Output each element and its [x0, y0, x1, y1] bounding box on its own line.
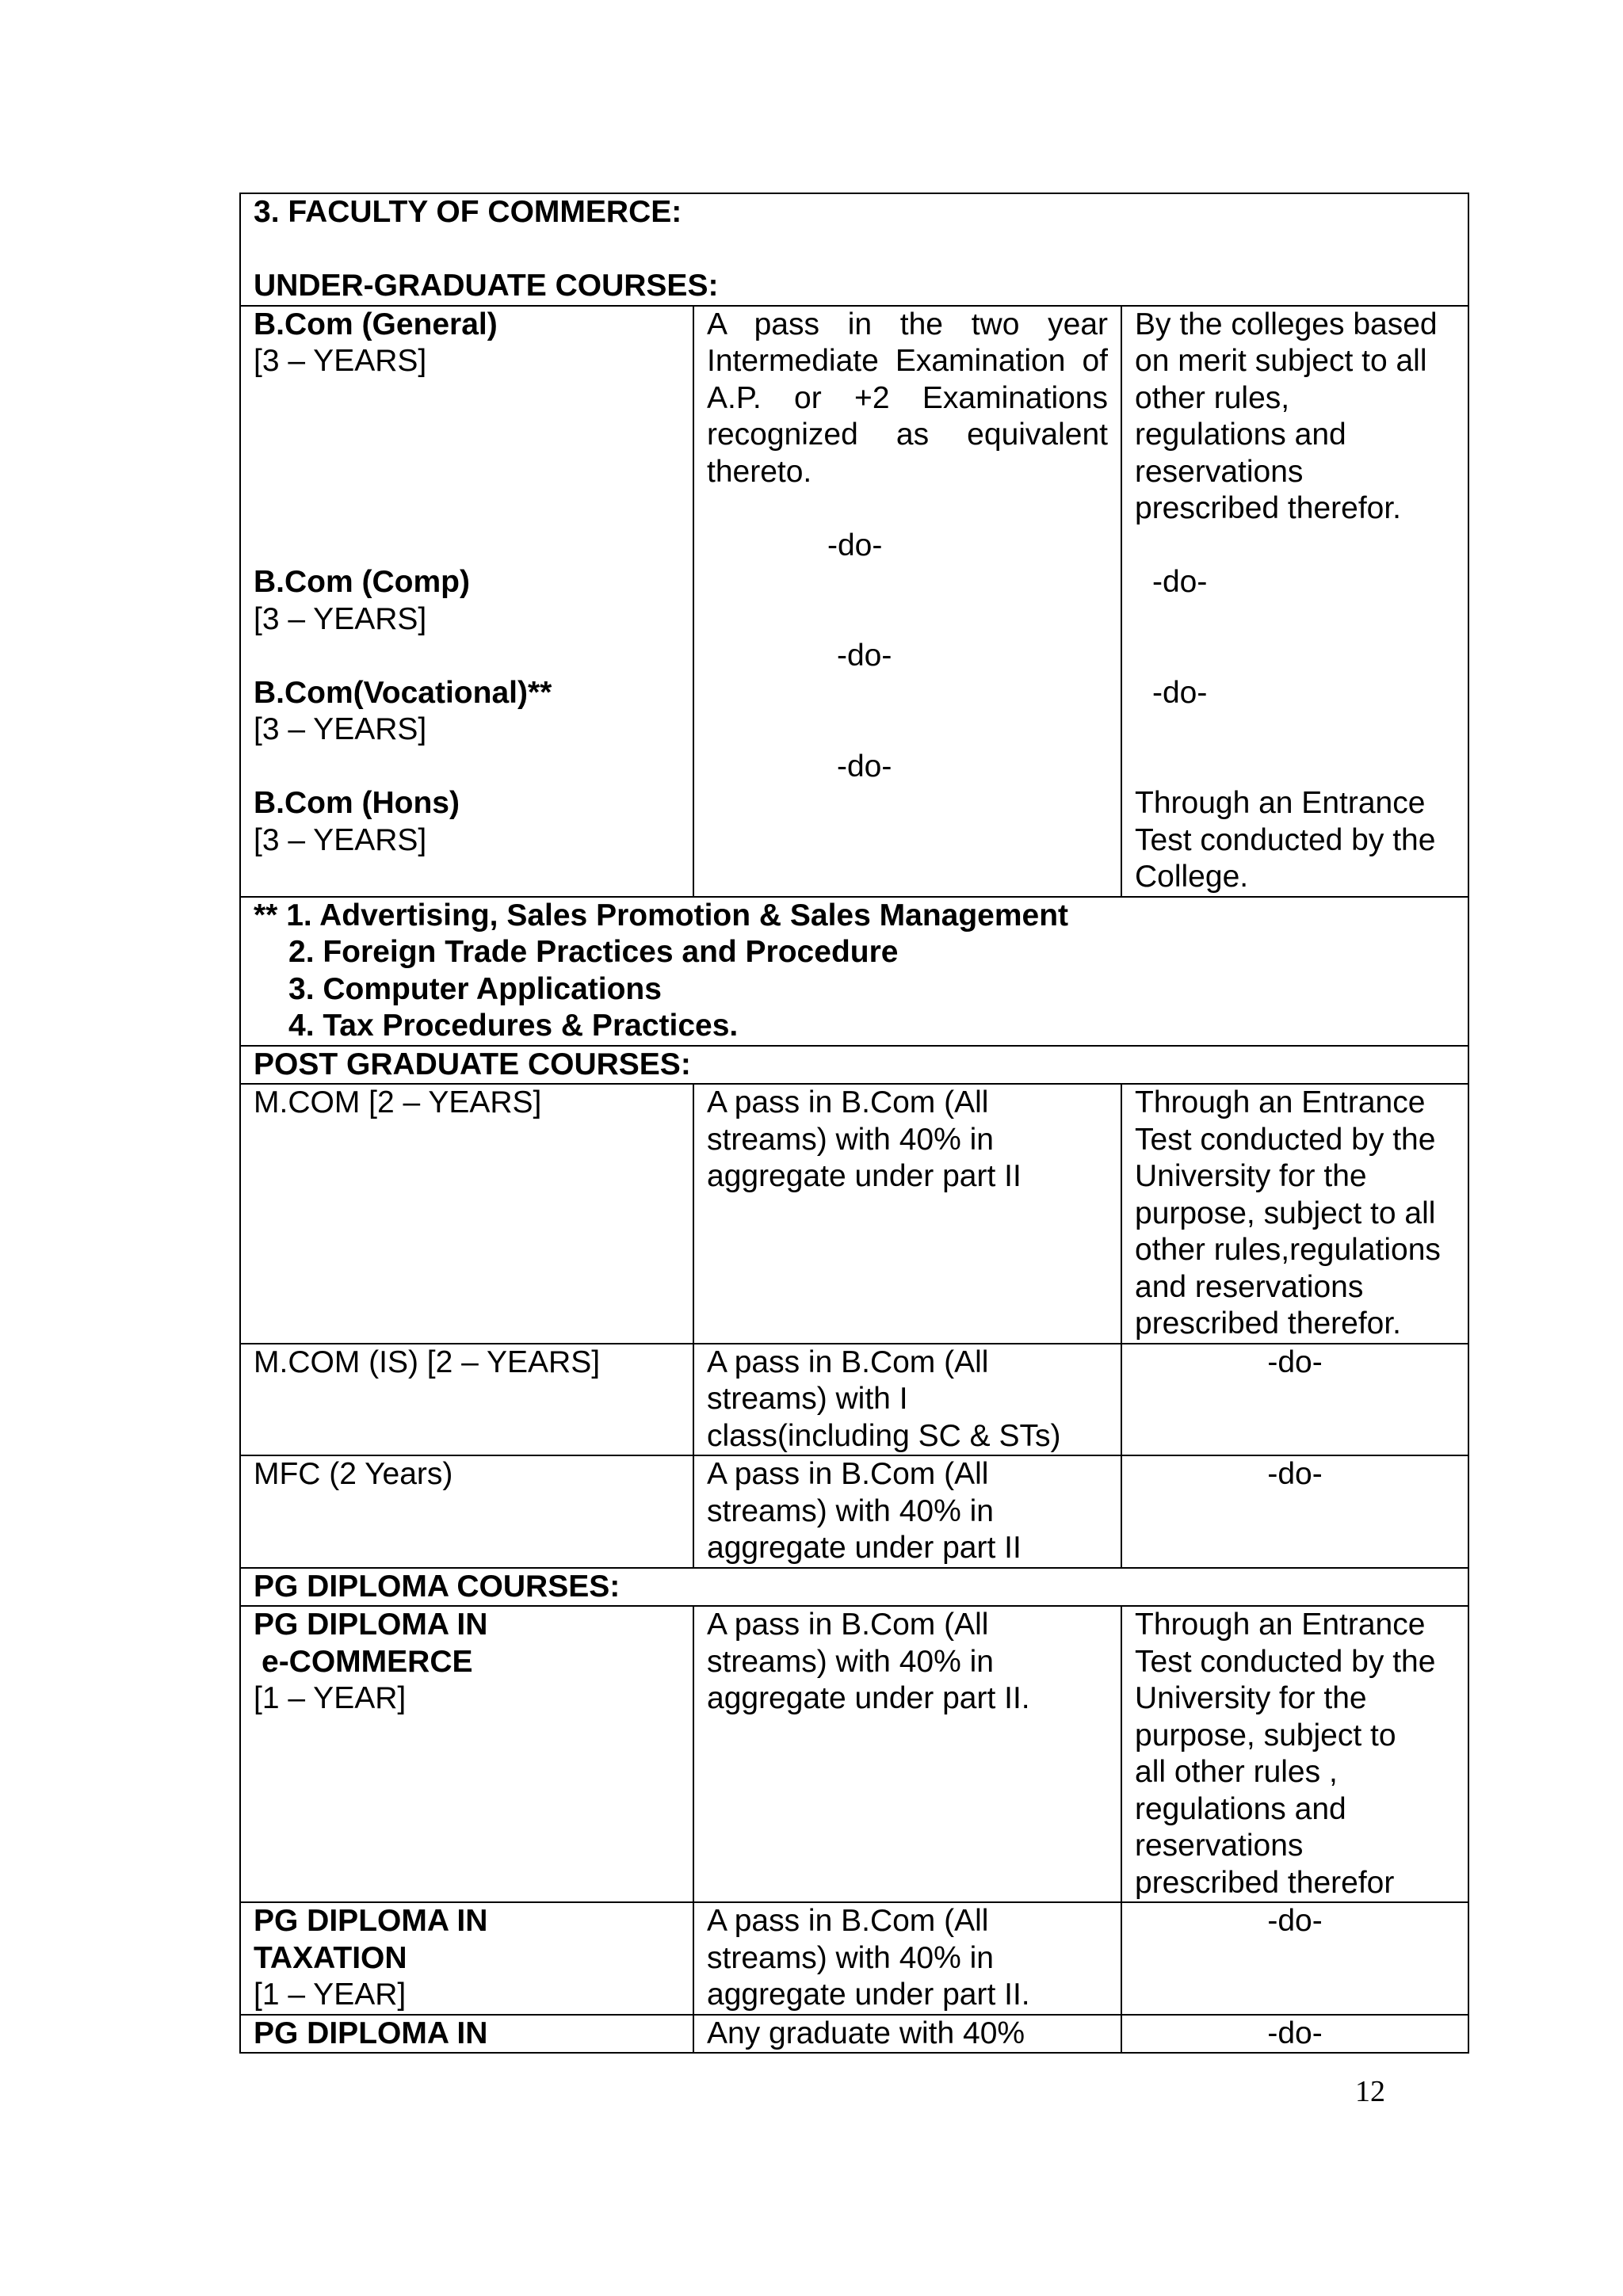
eligibility-line: aggregate under part II: [707, 1159, 1022, 1193]
eligibility-line: A pass in B.Com (All: [707, 1904, 989, 1938]
admission-line: reservations: [1135, 1829, 1304, 1863]
eligibility-line: A pass in B.Com (All: [707, 1608, 989, 1642]
course-name-line: TAXATION: [254, 1940, 407, 1975]
admission-line: all other rules ,: [1135, 1755, 1338, 1789]
eligibility-cell: [693, 1084, 1121, 1344]
eligibility-line: aggregate under part II: [707, 1531, 1022, 1565]
admission-line: College.: [1135, 860, 1249, 894]
admission-line: other rules,regulations: [1135, 1233, 1441, 1267]
course-duration: [1 – YEAR]: [254, 1681, 407, 1715]
eligibility-line: aggregate under part II.: [707, 1681, 1030, 1715]
ug-admission-cell: [1121, 306, 1468, 897]
admission-line: Through an Entrance: [1135, 1608, 1426, 1642]
ditto-mark: -do-: [827, 528, 883, 563]
admission-line: Test conducted by the: [1135, 1122, 1436, 1157]
ditto-mark: -do-: [1121, 1902, 1468, 2015]
commerce-courses-table: [239, 193, 1469, 2054]
eligibility-line: streams) with 40% in: [707, 1940, 994, 1975]
admission-line: purpose, subject to all: [1135, 1196, 1436, 1230]
admission-line: University for the: [1135, 1681, 1367, 1715]
course-duration: [3 – YEARS]: [254, 601, 427, 636]
admission-cell: [1121, 1084, 1468, 1344]
admission-line: Through an Entrance: [1135, 786, 1426, 820]
admission-line: prescribed therefor: [1135, 1865, 1395, 1900]
pg-heading-row: [240, 1046, 1468, 1085]
vocational-note-item: 3. Computer Applications: [288, 971, 662, 1006]
course-duration: [1 – YEAR]: [254, 1978, 407, 2012]
course-name-line: e-COMMERCE: [262, 1644, 473, 1679]
eligibility-line: streams) with 40% in: [707, 1122, 994, 1157]
course-name-cell: [240, 1606, 693, 1902]
admission-line: and reservations: [1135, 1269, 1364, 1304]
admission-line: regulations and: [1135, 1791, 1346, 1826]
pgd-heading-row: [240, 1568, 1468, 1607]
eligibility-line: class(including SC & STs): [707, 1418, 1061, 1453]
admission-line: Test conducted by the: [1135, 1644, 1436, 1679]
vocational-note-item: ** 1. Advertising, Sales Promotion & Sales Management: [254, 898, 1069, 933]
eligibility-line: A pass in B.Com (All: [707, 1085, 989, 1119]
eligibility-cell: [693, 1606, 1121, 1902]
pg-course-row: [240, 1455, 1468, 1568]
eligibility-line: A pass in B.Com (All: [707, 1457, 989, 1491]
vocational-note-row: [240, 897, 1468, 1046]
ditto-mark: -do-: [1152, 565, 1208, 599]
course-name-line: PG DIPLOMA IN: [254, 2016, 488, 2050]
course-name: MFC (2 Years): [240, 1455, 693, 1568]
faculty-title: 3. FACULTY OF COMMERCE:: [254, 195, 682, 229]
faculty-header-row: [240, 193, 1468, 306]
course-name: M.COM [2 – YEARS]: [240, 1084, 693, 1344]
admission-line: regulations and: [1135, 418, 1346, 452]
course-name: B.Com(Vocational)**: [254, 675, 552, 710]
pg-course-row: [240, 1344, 1468, 1456]
eligibility-line: streams) with 40% in: [707, 1644, 994, 1679]
pgd-course-row: [240, 1606, 1468, 1902]
ug-eligibility-cell: [693, 306, 1121, 897]
course-name: B.Com (Comp): [254, 565, 470, 599]
ditto-mark: -do-: [1152, 675, 1208, 710]
course-name-cell: [240, 2015, 693, 2054]
course-name: B.Com (General): [254, 307, 498, 341]
eligibility-cell: [693, 1455, 1121, 1568]
ug-courses-row: [240, 306, 1468, 897]
pg-course-row: [240, 1084, 1468, 1344]
eligibility-line: Any graduate with 40%: [707, 2016, 1025, 2050]
course-duration: [3 – YEARS]: [254, 712, 427, 746]
pg-heading: POST GRADUATE COURSES:: [240, 1046, 1468, 1085]
admission-line: purpose, subject to: [1135, 1718, 1396, 1753]
ditto-mark: -do-: [1121, 1344, 1468, 1456]
ditto-mark: -do-: [837, 749, 892, 784]
vocational-note-item: 2. Foreign Trade Practices and Procedure: [288, 935, 899, 969]
admission-line: prescribed therefor.: [1135, 1306, 1402, 1341]
eligibility-line: A pass in B.Com (All: [707, 1344, 989, 1379]
page-number: 12: [1355, 2075, 1385, 2108]
eligibility-text: A pass in the two year Intermediate Examination of A.P. or +2 Examinations recognized as equivalent thereto.: [707, 307, 1108, 489]
admission-line: Test conducted by the: [1135, 822, 1436, 857]
eligibility-cell: [693, 1344, 1121, 1456]
course-duration: [3 – YEARS]: [254, 344, 427, 378]
pgd-course-row: [240, 1902, 1468, 2015]
admission-line: other rules,: [1135, 380, 1290, 415]
admission-line: on merit subject to all: [1135, 344, 1427, 378]
eligibility-cell: [693, 1902, 1121, 2015]
ug-heading: UNDER-GRADUATE COURSES:: [254, 269, 719, 303]
ditto-mark: -do-: [837, 639, 892, 673]
course-name: M.COM (IS) [2 – YEARS]: [240, 1344, 693, 1456]
admission-line: By the colleges based: [1135, 307, 1438, 341]
eligibility-line: aggregate under part II.: [707, 1978, 1030, 2012]
vocational-note-item: 4. Tax Procedures & Practices.: [288, 1009, 739, 1043]
ditto-mark: -do-: [1121, 1455, 1468, 1568]
course-name: B.Com (Hons): [254, 786, 460, 820]
pgd-heading: PG DIPLOMA COURSES:: [240, 1568, 1468, 1607]
eligibility-line: streams) with I: [707, 1382, 908, 1416]
eligibility-cell: [693, 2015, 1121, 2054]
course-name-line: PG DIPLOMA IN: [254, 1904, 488, 1938]
admission-cell: [1121, 1606, 1468, 1902]
course-name-cell: [240, 1902, 693, 2015]
admission-line: prescribed therefor.: [1135, 491, 1402, 525]
admission-line: reservations: [1135, 454, 1304, 489]
eligibility-line: streams) with 40% in: [707, 1493, 994, 1528]
pgd-course-row: [240, 2015, 1468, 2054]
ug-course-names-cell: [240, 306, 693, 897]
course-duration: [3 – YEARS]: [254, 822, 427, 857]
admission-line: Through an Entrance: [1135, 1085, 1426, 1119]
ditto-mark: -do-: [1121, 2015, 1468, 2054]
course-name-line: PG DIPLOMA IN: [254, 1608, 488, 1642]
admission-line: University for the: [1135, 1159, 1367, 1193]
